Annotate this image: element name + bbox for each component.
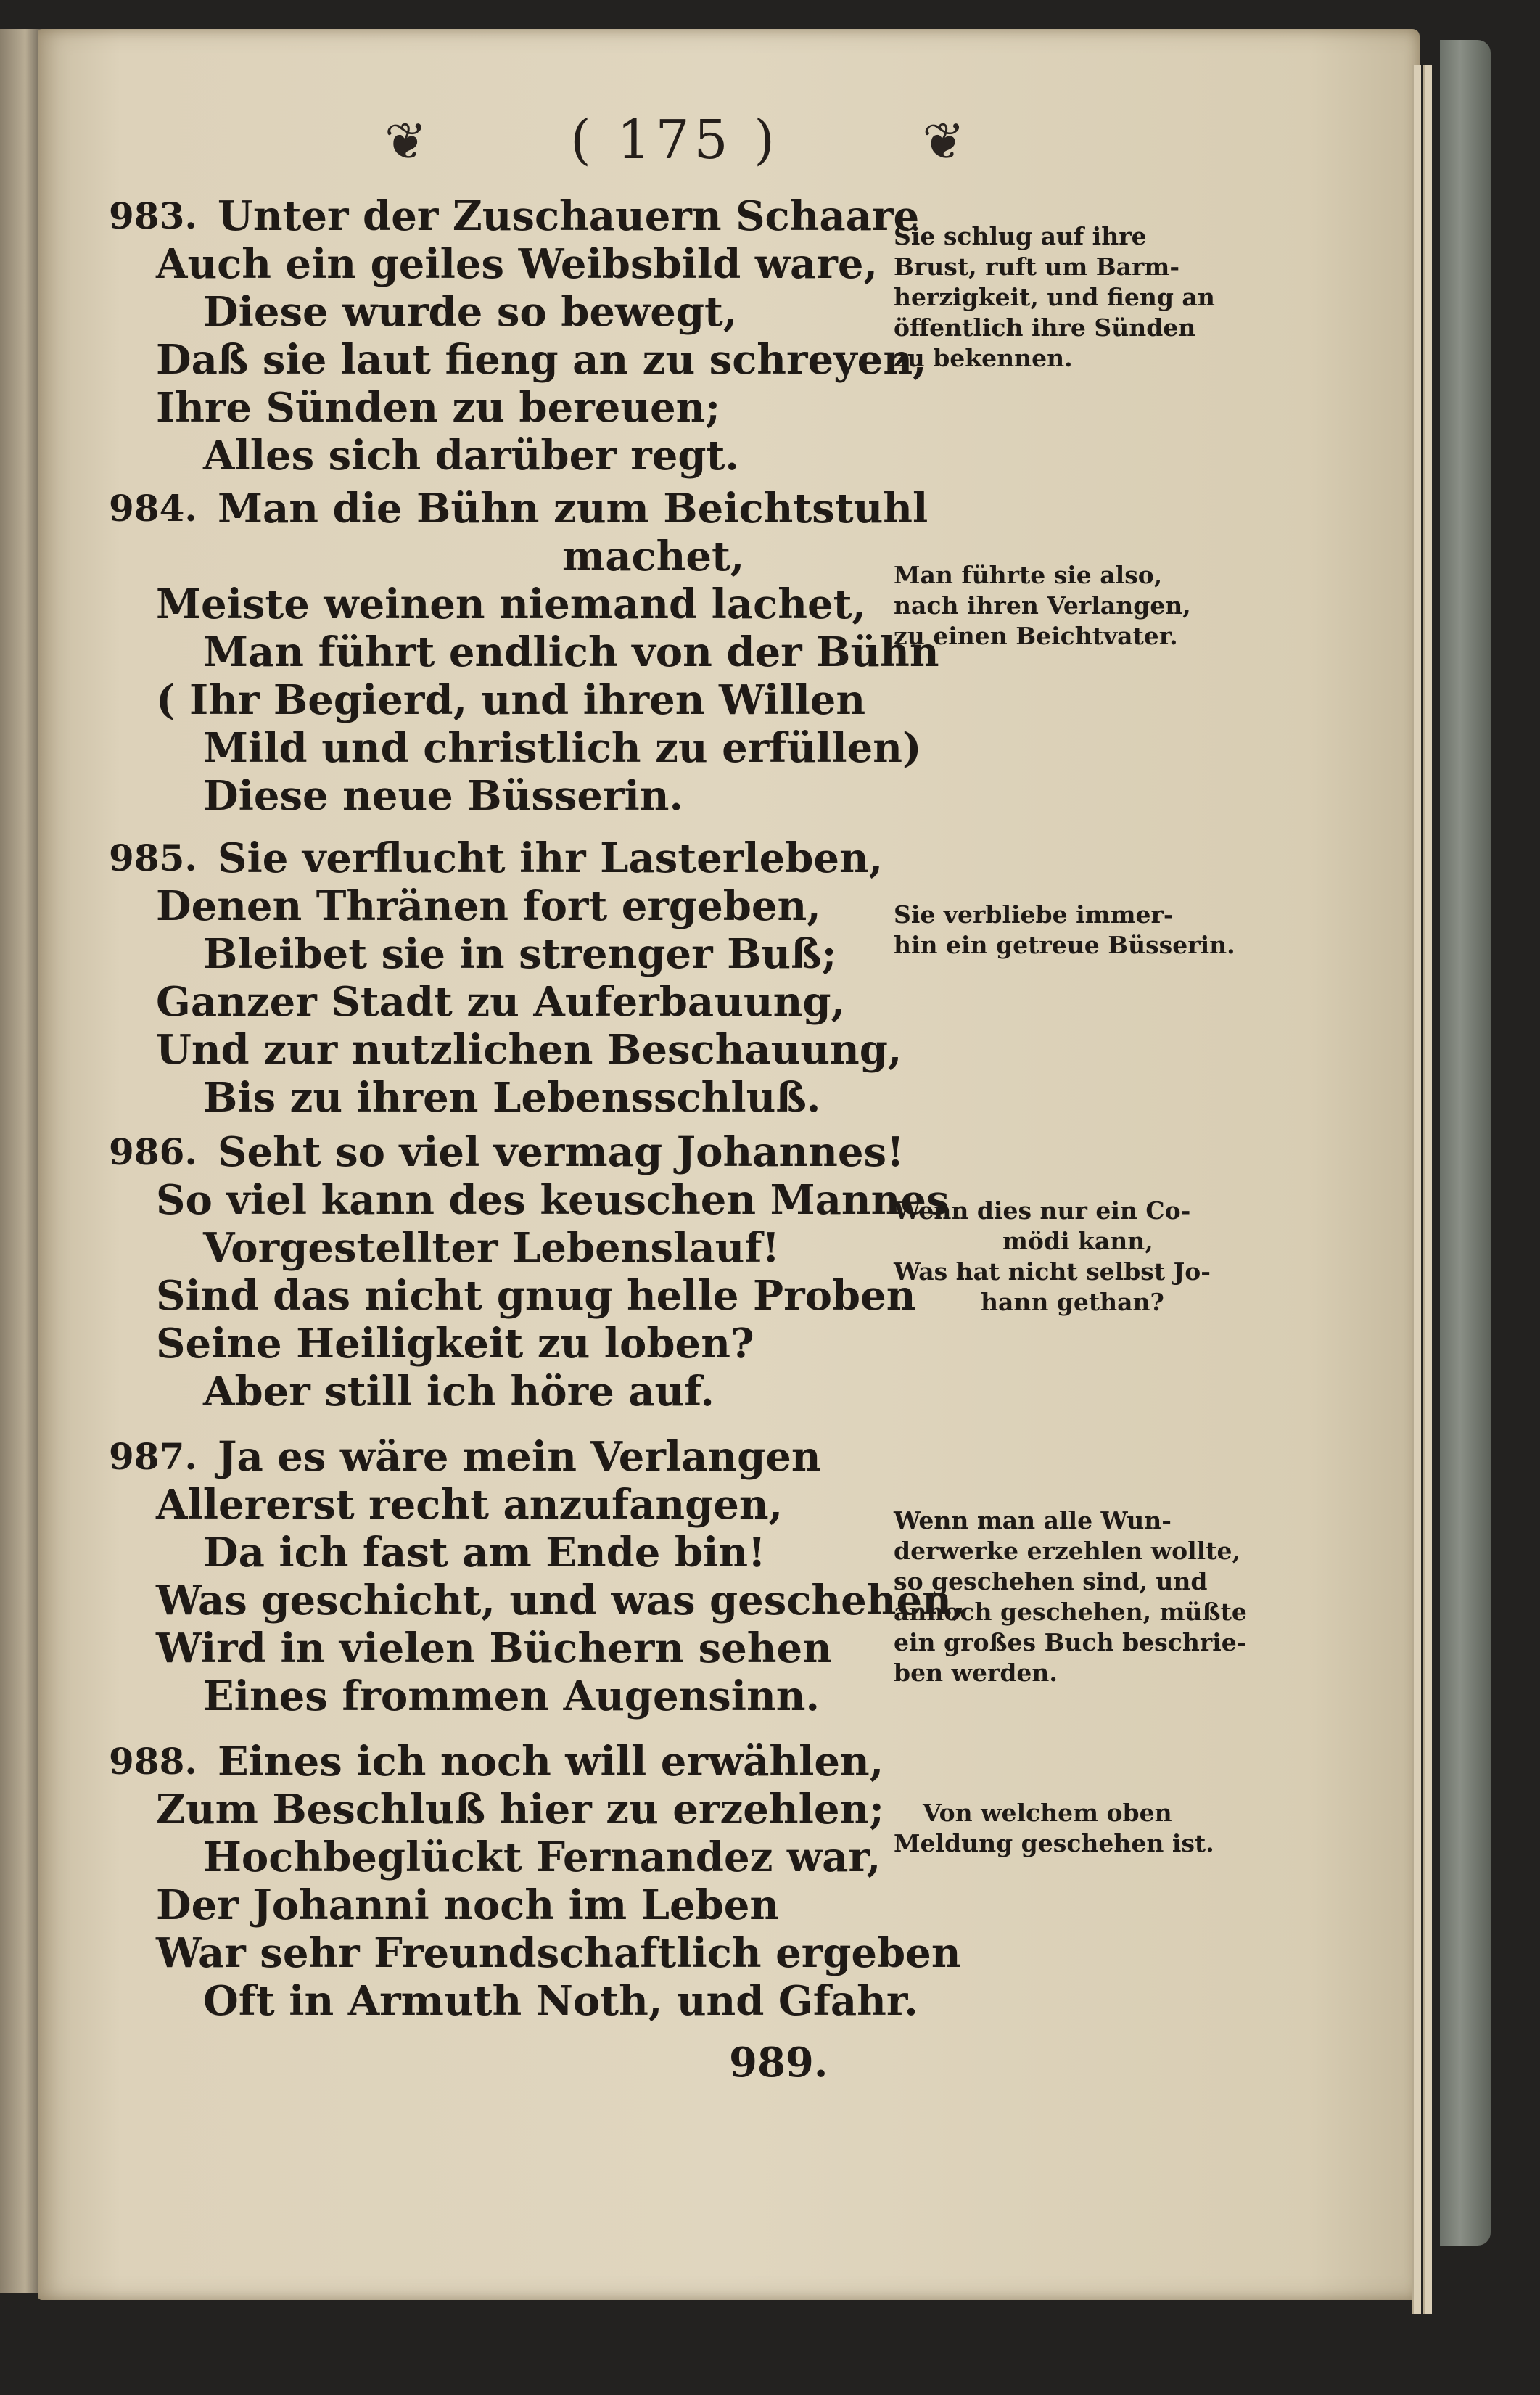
book-cover-edge [1440,40,1491,2246]
verse-line: Was geschicht, und was geschehen, [156,1577,966,1624]
marginal-gloss: Wenn dies nur ein Co- mödi kann, Was hat nicht selbst Jo- hann gethan? [894,1196,1211,1316]
verse-line: Man die Bühn zum Beichtstuhl [218,485,928,533]
verse-line: War sehr Freundschaftlich ergeben [156,1929,961,1977]
marginal-gloss: Sie verbliebe immer- hin ein getreue Büsserin. [894,900,1235,959]
verse-line: Sind das nicht gnug helle Proben [156,1272,916,1320]
verse-line: Bleibet sie in strenger Buß; [203,930,837,978]
verse-line: machet, [562,533,745,580]
catchword: 989. [729,2039,828,2087]
verse-line: Alles sich darüber regt. [203,432,739,480]
verse-line: Ihre Sünden zu bereuen; [156,384,721,432]
verse-line: Man führt endlich von der Bühn [203,628,939,676]
verse-line: Allererst recht anzufangen, [156,1481,783,1529]
verse-line: Seine Heiligkeit zu loben? [156,1320,754,1368]
stanza-number: 987. [109,1435,197,1478]
fleuron-icon: ❦ [384,112,427,171]
verse-line: Meiste weinen niemand lachet, [156,580,866,628]
verse-line: Mild und christlich zu erfüllen) [203,724,922,772]
stanza-number: 983. [109,194,197,237]
page-stack-edge [1423,65,1432,2314]
verse-line: Oft in Armuth Noth, und Gfahr. [203,1977,918,2025]
verse-line: Seht so viel vermag Johannes! [218,1128,905,1176]
verse-line: Da ich fast am Ende bin! [203,1529,766,1577]
verse-line: Eines ich noch will erwählen, [218,1738,884,1786]
marginal-gloss: Wenn man alle Wun- derwerke erzehlen wollte, so geschehen sind, und annoch geschehen, müßte ein großes Buch beschrie- ben werden. [894,1506,1247,1687]
marginal-gloss: Sie schlug auf ihre Brust, ruft um Barm- herzigkeit, und fieng an öffentlich ihre Sünden zu bekennen. [894,222,1215,372]
facing-page-edge [0,29,42,2293]
page-number: ( 175 ) [569,109,780,171]
verse-line: Und zur nutzlichen Beschauung, [156,1026,902,1074]
verse-line: Ganzer Stadt zu Auferbauung, [156,978,846,1026]
verse-line: Wird in vielen Büchern sehen [156,1624,832,1672]
stanza-number: 985. [109,837,197,879]
verse-line: So viel kann des keuschen Mannes [156,1176,950,1224]
verse-line: ( Ihr Begierd, und ihren Willen [156,676,866,724]
marginal-gloss: Von welchem oben Meldung geschehen ist. [894,1799,1214,1857]
verse-line: Vorgestellter Lebenslauf! [203,1224,780,1272]
verse-line: Unter der Zuschauern Schaare [218,192,920,240]
page-stack-edge [1412,65,1421,2314]
verse-line: Aber still ich höre auf. [203,1368,715,1416]
fleuron-icon: ❦ [922,112,965,171]
verse-line: Diese wurde so bewegt, [203,288,738,336]
verse-line: Bis zu ihren Lebensschluß. [203,1074,821,1122]
verse-line: Denen Thränen fort ergeben, [156,882,821,930]
stanza-number: 986. [109,1130,197,1173]
verse-line: Sie verflucht ihr Lasterleben, [218,834,884,882]
verse-line: Diese neue Büsserin. [203,772,684,820]
stanza-number: 988. [109,1740,197,1783]
verse-line: Auch ein geiles Weibsbild ware, [156,240,878,288]
verse-line: Zum Beschluß hier zu erzehlen; [156,1786,884,1833]
verse-line: Daß sie laut fieng an zu schreyen, [156,336,927,384]
marginal-gloss: Man führte sie also, nach ihren Verlangen, zu einen Beichtvater. [894,561,1191,650]
verse-line: Hochbeglückt Fernandez war, [203,1833,881,1881]
verse-line: Ja es wäre mein Verlangen [218,1433,821,1481]
page-header [377,109,972,189]
verse-line: Der Johanni noch im Leben [156,1881,780,1929]
stanza-number: 984. [109,487,197,530]
verse-line: Eines frommen Augensinn. [203,1672,820,1720]
